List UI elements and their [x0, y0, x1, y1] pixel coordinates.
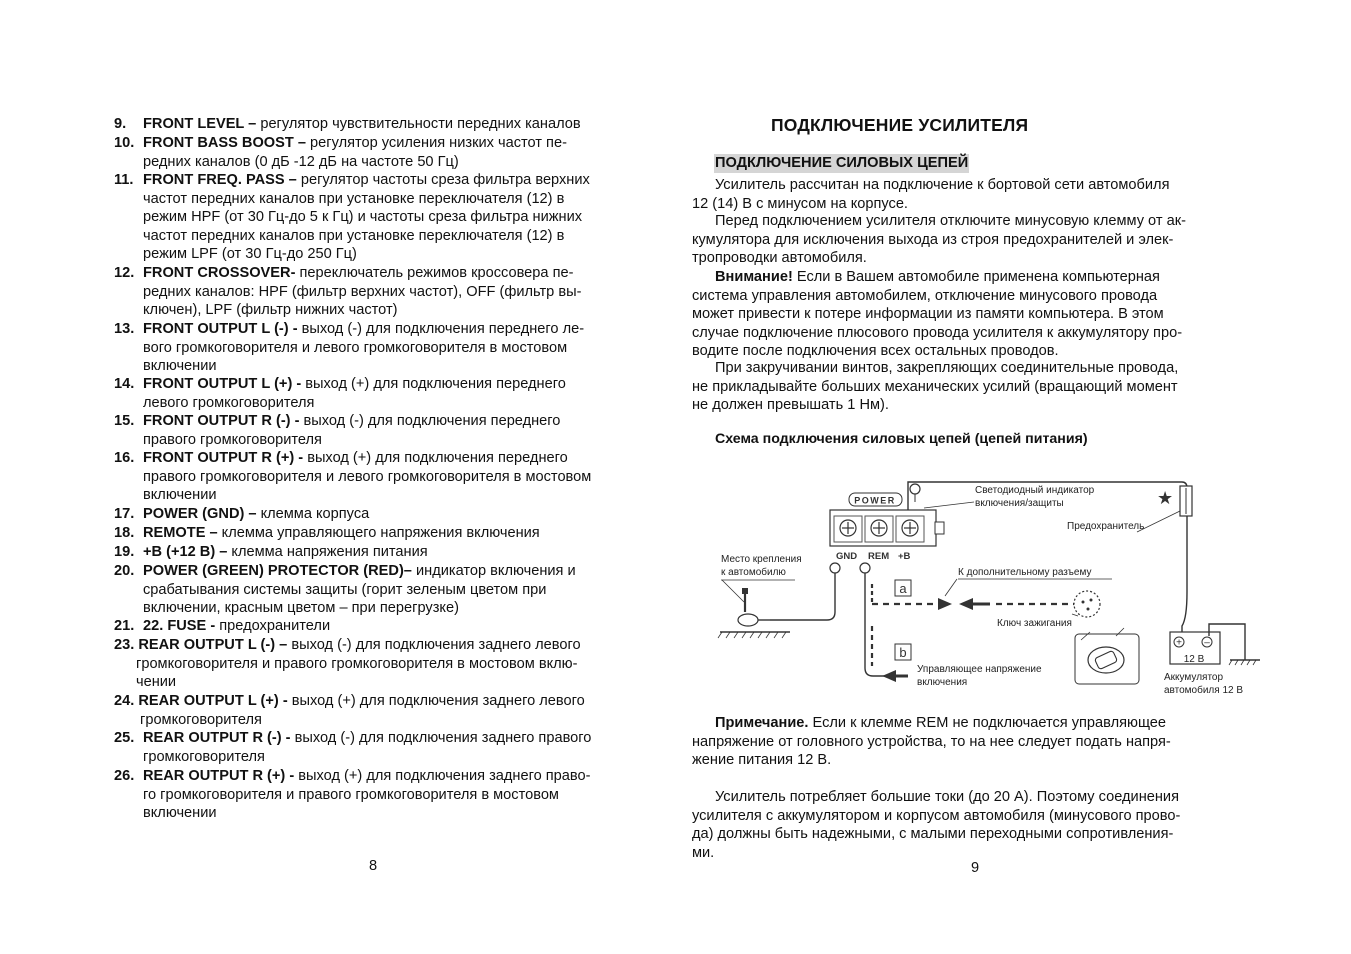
- list-item: 25. REAR OUTPUT R (-) - выход (-) для подключения заднего правого громкоговорителя: [114, 730, 592, 765]
- box-b-label: b: [899, 645, 907, 660]
- list-item: 24. REAR OUTPUT L (+) - выход (+) для подключения заднего левого громкоговорителя: [114, 693, 585, 728]
- battery-label-line1: Аккумулятор: [1164, 672, 1224, 683]
- led-label-line2: включения/защиты: [975, 498, 1064, 509]
- list-item: 19. +B (+12 B) – клемма напряжения питания: [114, 544, 428, 560]
- page-number: 8: [369, 858, 378, 874]
- box-a-label: a: [899, 581, 907, 596]
- schema-title: Схема подключения силовых цепей (цепей питания): [715, 431, 1088, 447]
- list-item: 15. FRONT OUTPUT R (-) - выход (-) для подключения переднего правого громкоговорителя: [114, 413, 561, 448]
- item-number: 19.: [114, 544, 135, 560]
- list-item: 21. 22. FUSE - предохранители: [114, 618, 331, 634]
- item-key: REAR OUTPUT L (+) -: [138, 693, 288, 709]
- note-label: Примечание.: [715, 715, 809, 731]
- list-item: 18. REMOTE – клемма управляющего напряжения включения: [114, 525, 540, 541]
- remote-label-line1: Управляющее напряжение: [917, 664, 1042, 675]
- page-title: ПОДКЛЮЧЕНИЕ УСИЛИТЕЛЯ: [771, 115, 1029, 135]
- list-item: 9. FRONT LEVEL – регулятор чувствительности передних каналов: [114, 116, 581, 132]
- item-key: 22. FUSE -: [143, 618, 216, 634]
- arrow-left-icon: [959, 598, 973, 610]
- star-icon: ★: [1157, 488, 1174, 508]
- list-item: 11. FRONT FREQ. PASS – регулятор частоты среза фильтра верхних частот передних каналов при установке переключателя (12) в режим HPF (от 30 Гц-до 5 к Гц) и частоты среза фильтра нижних частот передних каналов при установке переключателя (12) в режим LPF (от 30 Гц-до 250 Гц): [114, 172, 590, 263]
- item-key: REMOTE –: [143, 525, 218, 541]
- led-label-line1: Светодиодный индикатор: [975, 485, 1095, 496]
- led-indicator-icon: [910, 484, 920, 494]
- warning-label: Внимание!: [715, 269, 793, 285]
- left-page: [0, 0, 675, 954]
- battery-label-line2: автомобиля 12 В: [1164, 685, 1244, 696]
- item-key: +B (+12 B) –: [143, 544, 228, 560]
- paragraph-warning: Внимание! Если в Вашем автомобиле применена компьютерная система управления автомобилем, отключение минусового провода может привести к потере информации из памяти компьютера. В этом случае подключение плюсового провода усилителя к аккумулятору про- водите после подключения всех остальных проводов.: [692, 269, 1183, 360]
- item-key: REAR OUTPUT R (-) -: [143, 730, 291, 746]
- item-number: 13.: [114, 321, 135, 337]
- item-number: 25.: [114, 730, 135, 746]
- item-key: FRONT CROSSOVER-: [143, 265, 296, 281]
- list-item: 10. FRONT BASS BOOST – регулятор усиления низких частот пе- редних каналов (0 дБ -12 дБ на частоте 50 Гц): [114, 135, 567, 170]
- item-number: 17.: [114, 506, 135, 522]
- item-key: FRONT BASS BOOST –: [143, 135, 306, 151]
- battery-wire: [1182, 592, 1187, 632]
- item-key: FRONT LEVEL –: [143, 116, 257, 132]
- item-key: REAR OUTPUT L (-) –: [138, 637, 288, 653]
- fuse-label: Предохранитель: [1067, 521, 1145, 532]
- item-number: 21.: [114, 618, 135, 634]
- power-wiring-diagram: [712, 466, 1272, 706]
- power-label: POWER: [854, 495, 896, 506]
- list-item: 17. POWER (GND) – клемма корпуса: [114, 506, 370, 522]
- item-number: 24.: [114, 693, 135, 709]
- battery-voltage: 12 В: [1183, 654, 1205, 665]
- paragraph-1: Усилитель рассчитан на подключение к бортовой сети автомобиля 12 (14) В с минусом на корпусе.: [692, 177, 1170, 212]
- item-key: FRONT FREQ. PASS –: [143, 172, 297, 188]
- ignition-switch-icon: [1074, 591, 1100, 617]
- item-number: 18.: [114, 525, 135, 541]
- item-number: 15.: [114, 413, 135, 429]
- remote-wire: [865, 573, 886, 676]
- item-key: POWER (GREEN) PROTECTOR (RED)–: [143, 563, 412, 579]
- battery-minus-sign: –: [1204, 637, 1210, 649]
- list-item: 26. REAR OUTPUT R (+) - выход (+) для подключения заднего право- го громкоговорителя и правого громкоговорителя в мостовом включении: [114, 768, 591, 822]
- connector-label: К дополнительному разъему: [958, 567, 1092, 578]
- list-item: 20. POWER (GREEN) PROTECTOR (RED)– индикатор включения и срабатывания системы защиты (горит зеленым цветом при включении, красным цветом – при перегрузке): [114, 563, 576, 617]
- item-number: 26.: [114, 768, 135, 784]
- mount-label-line1: Место крепления: [721, 554, 802, 565]
- list-item: 14. FRONT OUTPUT L (+) - выход (+) для подключения переднего левого громкоговорителя: [114, 376, 566, 411]
- section-subtitle: ПОДКЛЮЧЕНИЕ СИЛОВЫХ ЦЕПЕЙ: [715, 155, 969, 171]
- item-number: 9.: [114, 116, 127, 132]
- ground-lug-icon: [830, 563, 840, 573]
- page-number: 9: [971, 860, 980, 876]
- list-item: 16. FRONT OUTPUT R (+) - выход (+) для подключения переднего правого громкоговорителя и левого громкоговорителя в мостовом включении: [114, 450, 592, 504]
- remote-label-line2: включения: [917, 677, 968, 688]
- remote-lug-icon: [860, 563, 870, 573]
- battery-plus-sign: +: [1176, 637, 1182, 649]
- item-key: FRONT OUTPUT L (-) -: [143, 321, 298, 337]
- list-item: 12. FRONT CROSSOVER- переключатель режимов кроссовера пе- редних каналов: HPF (фильтр верхних частот), OFF (фильтр вы- ключен), LPF (фильтр нижних частот): [114, 265, 582, 319]
- paragraph-4: При закручивании винтов, закрепляющих соединительные провода, не прикладывайте больших механических усилий (вращающий момент не должен превышать 1 Нм).: [692, 360, 1179, 414]
- terminal-gnd: GND: [836, 551, 858, 562]
- item-number: 23.: [114, 637, 135, 653]
- item-key: FRONT OUTPUT L (+) -: [143, 376, 302, 392]
- item-key: FRONT OUTPUT R (-) -: [143, 413, 300, 429]
- item-key: POWER (GND) –: [143, 506, 257, 522]
- ground-bolt-icon: [738, 614, 758, 626]
- list-item: 13. FRONT OUTPUT L (-) - выход (-) для подключения переднего ле- вого громкоговорителя и левого громкоговорителя в мостовом включении: [114, 321, 585, 375]
- mount-label-line2: к автомобилю: [721, 567, 786, 578]
- terminal-rem: REM: [868, 551, 890, 562]
- arrow-left-icon: [882, 670, 896, 682]
- item-number: 16.: [114, 450, 135, 466]
- item-number: 20.: [114, 563, 135, 579]
- item-key: REAR OUTPUT R (+) -: [143, 768, 295, 784]
- list-item: 23. REAR OUTPUT L (-) – выход (-) для подключения заднего левого громкоговорителя и правого громкоговорителя в мостовом вклю- чении: [114, 637, 581, 691]
- item-number: 10.: [114, 135, 135, 151]
- item-number: 12.: [114, 265, 135, 281]
- paragraph-5: Усилитель потребляет большие токи (до 20 А). Поэтому соединения усилителя с аккумулятором и корпусом автомобиля (минусового прово- да) должны быть надежными, с малыми переходными сопротивления- ми.: [692, 789, 1181, 861]
- ignition-label: Ключ зажигания: [997, 618, 1072, 629]
- item-key: FRONT OUTPUT R (+) -: [143, 450, 304, 466]
- arrow-right-icon: [938, 598, 952, 610]
- note-paragraph: Примечание. Если к клемме REM не подключается управляющее напряжение от головного устройства, то на нее следует подать напря- жение питания 12 В.: [692, 715, 1171, 769]
- item-number: 14.: [114, 376, 135, 392]
- paragraph-2: Перед подключением усилителя отключите минусовую клемму от ак- кумулятора для исключения выхода из строя предохранителей и элек- тропроводки автомобиля.: [692, 213, 1186, 267]
- item-number: 11.: [114, 172, 134, 188]
- terminal-b: +B: [898, 551, 911, 562]
